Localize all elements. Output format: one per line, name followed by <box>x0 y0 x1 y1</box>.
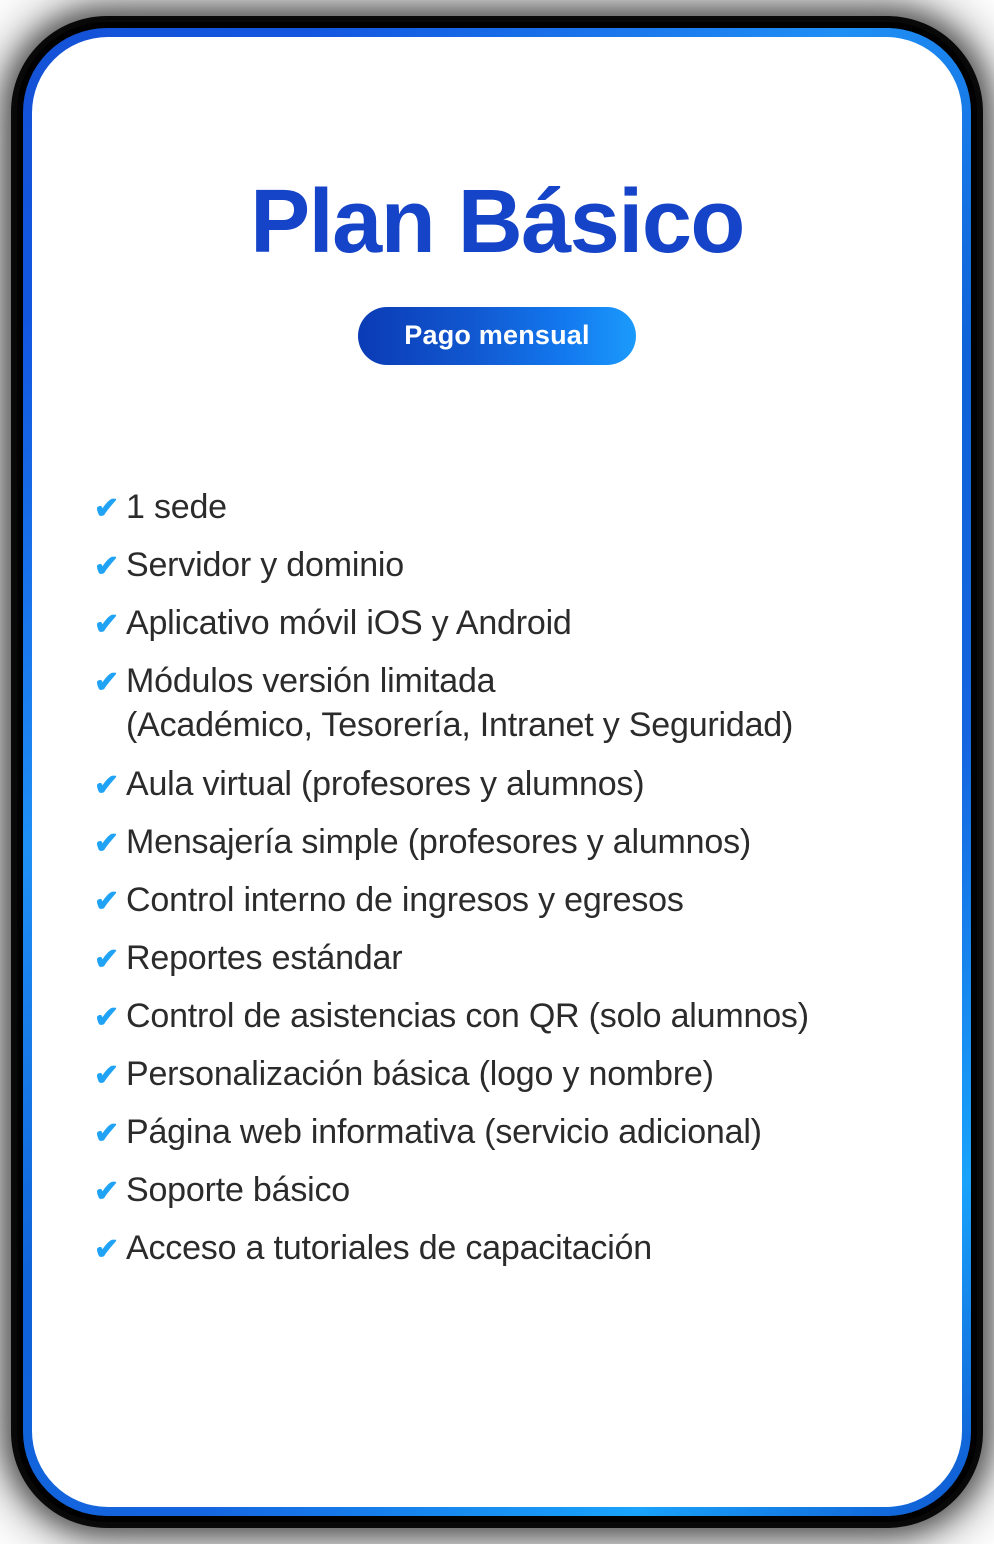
feature-label: Control de asistencias con QR (solo alumnos) <box>126 997 809 1035</box>
badge-row <box>72 307 922 365</box>
list-item <box>94 1228 922 1270</box>
list-item <box>94 661 922 748</box>
feature-label: Soporte básico <box>126 1171 351 1209</box>
list-item <box>94 938 922 980</box>
feature-label: Acceso a tutoriales de capacitación <box>126 1229 652 1267</box>
feature-label: Página web informativa (servicio adicional) <box>126 1113 762 1151</box>
list-item <box>94 764 922 806</box>
list-item <box>94 1112 922 1154</box>
feature-label: Personalización básica (logo y nombre) <box>126 1055 714 1093</box>
check-icon: ✔ <box>94 492 120 525</box>
card-outer-shadow <box>17 22 977 1522</box>
pricing-card <box>32 37 962 1507</box>
list-item <box>94 545 922 587</box>
feature-label-main: Módulos versión limitada <box>126 662 496 700</box>
list-item <box>94 880 922 922</box>
list-item <box>94 822 922 864</box>
check-icon: ✔ <box>94 769 120 802</box>
feature-label: Aula virtual (profesores y alumnos) <box>126 765 645 803</box>
list-item <box>94 487 922 529</box>
check-icon: ✔ <box>94 827 120 860</box>
check-icon: ✔ <box>94 550 120 583</box>
list-item <box>94 603 922 645</box>
list-item <box>94 1054 922 1096</box>
check-icon: ✔ <box>94 1117 120 1150</box>
list-item <box>94 996 922 1038</box>
check-icon: ✔ <box>94 885 120 918</box>
check-icon: ✔ <box>94 666 120 699</box>
check-icon: ✔ <box>94 1001 120 1034</box>
list-item <box>94 1170 922 1212</box>
feature-label: Mensajería simple (profesores y alumnos) <box>126 823 752 861</box>
check-icon: ✔ <box>94 608 120 641</box>
feature-label: Servidor y dominio <box>126 546 404 584</box>
feature-label: Aplicativo móvil iOS y Android <box>126 604 572 642</box>
check-icon: ✔ <box>94 1059 120 1092</box>
feature-label-detail: (Académico, Tesorería, Intranet y Seguridad) <box>126 706 794 744</box>
feature-list <box>72 365 922 1270</box>
feature-label: Reportes estándar <box>126 939 403 977</box>
feature-label: Control interno de ingresos y egresos <box>126 881 684 919</box>
feature-label: 1 sede <box>126 488 227 526</box>
card-gradient-border <box>23 28 971 1516</box>
billing-period-badge[interactable]: Pago mensual <box>358 307 635 365</box>
check-icon: ✔ <box>94 1233 120 1266</box>
check-icon: ✔ <box>94 1175 120 1208</box>
feature-label <box>126 661 793 748</box>
check-icon: ✔ <box>94 943 120 976</box>
plan-title: Plan Básico <box>250 172 744 272</box>
